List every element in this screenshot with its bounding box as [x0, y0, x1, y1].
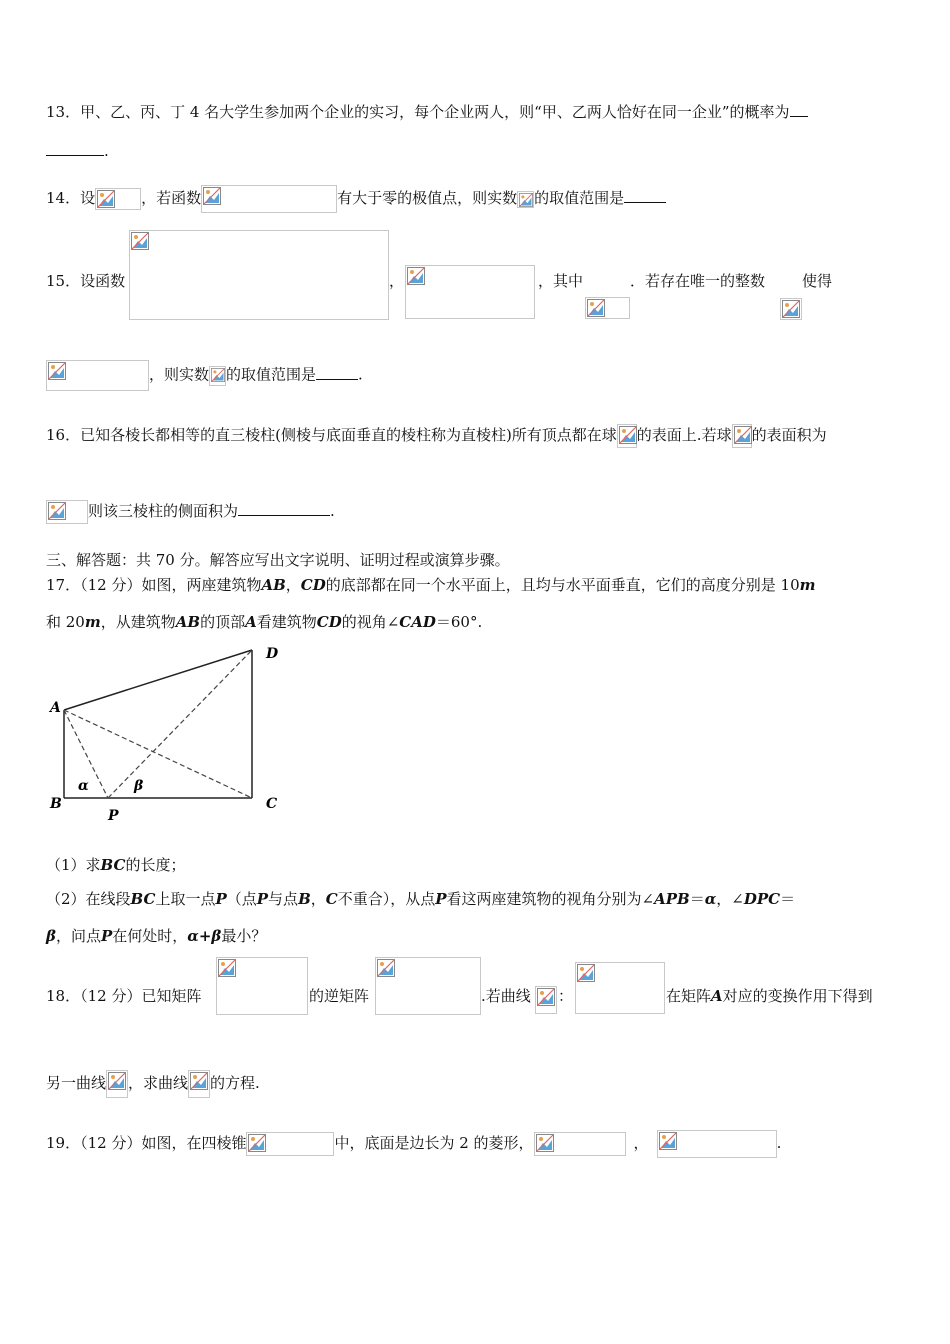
- q15-line-2: [46, 360, 363, 391]
- q17-var: P: [435, 890, 447, 908]
- q13-text: 13．甲、乙、丙、丁 4 名大学生参加两个企业的实习，每个企业两人，则“甲、乙两人恰好在同一企业”的概率为: [46, 103, 790, 121]
- q17-text: 上取一点: [155, 890, 216, 908]
- q15-text-7: 的取值范围是: [226, 365, 317, 384]
- q15-end: .: [358, 365, 363, 384]
- formula-image: [46, 500, 88, 524]
- q17-var: A: [245, 613, 257, 631]
- formula-image: [405, 265, 535, 319]
- q18-text: 的方程.: [210, 1074, 260, 1092]
- q15-text-1: 15．设函数: [46, 272, 126, 290]
- q17-var: DPC: [743, 890, 781, 908]
- q16-end: .: [330, 502, 335, 520]
- q14-text-4: 的取值范围是: [534, 189, 625, 207]
- broken-image-icon: [190, 1072, 208, 1090]
- formula-image: [246, 1132, 334, 1156]
- q17-var: m: [799, 576, 816, 594]
- q15-text-3: ，其中: [538, 272, 584, 290]
- q17-var: m: [84, 613, 101, 631]
- q17-text: 不重合），从点: [337, 890, 436, 908]
- q17-text: （点: [226, 890, 257, 908]
- q16-text-1: 16．已知各棱长都相等的直三棱柱(侧棱与底面垂直的棱柱称为直棱柱)所有顶点都在球: [46, 426, 617, 444]
- formula-image: [732, 424, 752, 448]
- segment-ac: [64, 710, 252, 798]
- broken-image-icon: [48, 362, 66, 380]
- q16-text-4: 则该三棱柱的侧面积为: [88, 502, 239, 520]
- broken-image-icon: [203, 187, 221, 205]
- q17-text: ，: [285, 576, 301, 594]
- matrix-image: [375, 957, 481, 1015]
- q18-text: 对应的变换作用下得到: [722, 987, 873, 1005]
- q17-var: CD: [316, 613, 342, 631]
- q17-text: ，∠: [716, 890, 744, 908]
- q14-text-3: 有大于零的极值点，则实数: [337, 189, 518, 207]
- q17-text: ＝: [780, 890, 796, 908]
- q16-text-3: 的表面积为: [751, 426, 827, 444]
- broken-image-icon: [48, 502, 66, 520]
- q17-text: 的顶部: [200, 613, 246, 631]
- q17-text: 的底部都在同一个水平面上，且均与水平面垂直，它们的高度分别是 10: [325, 576, 800, 594]
- q17-line-1: [46, 575, 815, 595]
- formula-image: [535, 986, 557, 1014]
- label-b: B: [50, 796, 62, 812]
- q15-text-4: ．若存在唯一的整数: [630, 272, 766, 290]
- q17-text: （1）求: [46, 856, 101, 874]
- formula-image: [575, 962, 665, 1014]
- broken-image-icon: [248, 1134, 266, 1152]
- formula-image: [780, 298, 802, 320]
- q17-var: β: [46, 927, 56, 945]
- q13-blank-b: [46, 155, 104, 156]
- q18-text: 在矩阵: [666, 987, 712, 1005]
- q17-text: 看这两座建筑物的视角分别为∠: [446, 890, 655, 908]
- label-beta: β: [134, 778, 144, 794]
- formula-image: [585, 297, 630, 319]
- q16-line-1: [46, 424, 827, 448]
- q17-var: α+β: [187, 927, 222, 945]
- q17-var: BC: [130, 890, 156, 908]
- q17-var: AB: [175, 613, 201, 631]
- q17-var: P: [100, 927, 113, 945]
- q18-text-2: 的逆矩阵: [309, 987, 370, 1005]
- q15-text-2: ，: [389, 272, 405, 290]
- q18-text-1: 18．（12 分）已知矩阵: [46, 987, 202, 1005]
- broken-image-icon: [131, 232, 149, 250]
- broken-image-icon: [407, 267, 425, 285]
- q17-var: APB: [654, 890, 690, 908]
- q15-text-6: ，则实数: [149, 365, 210, 384]
- formula-image-piecewise: [129, 230, 389, 320]
- formula-image: [188, 1070, 210, 1098]
- q17-text: 看建筑物: [256, 613, 317, 631]
- q13-end: .: [104, 142, 109, 160]
- q17-text: ，问点: [55, 927, 101, 945]
- q14-line: [46, 185, 666, 213]
- section-heading: 三、解答题：共 70 分。解答应写出文字说明、证明过程或演算步骤。: [46, 551, 510, 569]
- q17-var: AB: [261, 576, 286, 594]
- label-d: D: [266, 646, 279, 662]
- label-c: C: [266, 796, 278, 812]
- q16-blank: [238, 515, 330, 516]
- q17-text: ＝60°.: [435, 613, 483, 631]
- q17-var: α: [704, 890, 717, 908]
- formula-image: [201, 185, 337, 213]
- broken-image-icon: [211, 368, 225, 382]
- q17-var: B: [298, 890, 311, 908]
- q17-text: ，从建筑物: [100, 613, 176, 631]
- formula-image: [617, 424, 637, 448]
- formula-image: [517, 191, 534, 208]
- q16-text-2: 的表面上.若球: [636, 426, 732, 444]
- q14-text-1: 14．设: [46, 189, 96, 207]
- q17-sub-1: [46, 855, 185, 875]
- q17-var: C: [325, 890, 338, 908]
- q14-blank: [624, 202, 666, 203]
- broken-image-icon: [577, 964, 595, 982]
- broken-image-icon: [108, 1072, 126, 1090]
- q13-blank-a: [790, 116, 808, 117]
- broken-image-icon: [659, 1132, 677, 1150]
- q17-var: CAD: [399, 613, 436, 631]
- q17-text: ＝: [689, 890, 705, 908]
- q18-text-4: ：: [558, 987, 574, 1005]
- formula-image: [657, 1130, 777, 1158]
- q17-text: 的长度；: [125, 856, 186, 874]
- q13-line-2: [46, 141, 109, 161]
- q15-blank: [316, 379, 358, 380]
- q18-text-5: [666, 985, 873, 1006]
- label-alpha: α: [78, 778, 89, 794]
- formula-image: [95, 188, 141, 210]
- q17-var: P: [256, 890, 269, 908]
- formula-image: [106, 1070, 128, 1098]
- q18-text: ，求曲线: [128, 1074, 189, 1092]
- q18-text-3: .若曲线: [481, 987, 531, 1005]
- q19-text: ，: [633, 1134, 649, 1152]
- formula-image: [46, 360, 149, 391]
- q16-line-2: [46, 500, 335, 524]
- q17-sub-2: [46, 889, 795, 909]
- label-a: A: [50, 700, 61, 716]
- q17-text: 17．（12 分）如图，两座建筑物: [46, 576, 262, 594]
- q13-line-1: [46, 102, 808, 122]
- q17-var: BC: [100, 856, 126, 874]
- q17-sub-2-cont: [46, 926, 266, 946]
- broken-image-icon: [519, 193, 533, 207]
- broken-image-icon: [537, 988, 555, 1006]
- q17-text: 最小？: [221, 927, 267, 945]
- q17-text: 在何处时，: [112, 927, 188, 945]
- q18-line-2: [46, 1070, 260, 1098]
- q18-var: A: [711, 987, 723, 1005]
- broken-image-icon: [619, 426, 637, 444]
- matrix-image: [216, 957, 308, 1015]
- broken-image-icon: [734, 426, 752, 444]
- broken-image-icon: [782, 300, 800, 318]
- q17-text: ，: [310, 890, 326, 908]
- formula-image: [534, 1132, 626, 1156]
- label-p: P: [108, 808, 119, 824]
- q19-end: .: [776, 1134, 782, 1152]
- q19-line: [46, 1130, 781, 1158]
- broken-image-icon: [536, 1134, 554, 1152]
- broken-image-icon: [97, 190, 115, 208]
- q14-text-2: ，若函数: [141, 189, 202, 207]
- q18-text: 另一曲线: [46, 1074, 107, 1092]
- broken-image-icon: [587, 299, 605, 317]
- q17-var: CD: [300, 576, 326, 594]
- segment-ad: [64, 650, 252, 710]
- geometry-figure: [40, 640, 290, 825]
- q17-text: 的视角∠: [341, 613, 400, 631]
- q17-line-2: [46, 612, 482, 632]
- q17-text: 和 20: [46, 613, 85, 631]
- broken-image-icon: [377, 959, 395, 977]
- broken-image-icon: [218, 959, 236, 977]
- q19-text: 19．（12 分）如图，在四棱锥: [46, 1134, 247, 1152]
- formula-image: [209, 366, 226, 386]
- q17-text: 与点: [268, 890, 299, 908]
- q19-text: 中，底面是边长为 2 的菱形，: [334, 1134, 534, 1152]
- q17-var: P: [215, 890, 227, 908]
- q15-text-5: 使得: [802, 272, 833, 290]
- q17-text: （2）在线段: [46, 890, 131, 908]
